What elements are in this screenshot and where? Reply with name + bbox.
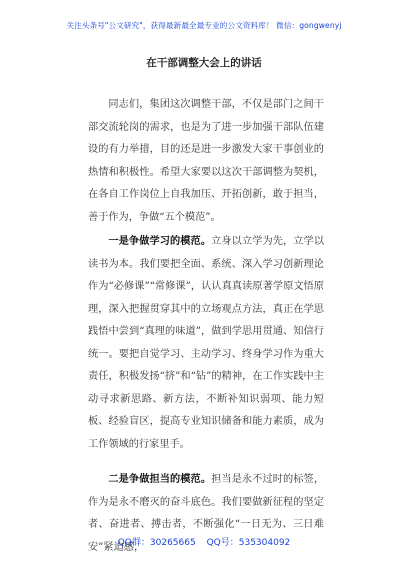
- footer-contact: [0, 535, 408, 548]
- footer-qq: QQ号：535304092: [206, 538, 291, 548]
- paragraph-1-body: 同志们，集团这次调整干部，不仅是部门之间干部交流轮岗的需求，也是为了进一步加强干部队伍建设的有力举措，目的还是进一步激发大家干事创业的热情和积极性。希望大家要以这次干部调整为契机，在各自工作岗位上自我加压、开拓创新，敢于担当，善于作为，争做“五个模范”。: [88, 99, 324, 223]
- paragraph-1-text: [88, 94, 324, 229]
- paragraph-2-body: 立身以立学为先，立学以读书为本。我们要把全面、系统、深入学习创新理论作为“必修课”“常修课”，认认真真读原著学原文悟原理，深入把握贯穿其中的立场观点方法，真正在学思践悟中尝到“真理的味道”，做到学思用贯通、知信行统一。要把自觉学习、主动学习、终身学习作为重大责任，积极发扬“挤”和“钻”的精神，在工作实践中主动寻求新思路、新方法，不断补知识弱项、能力短板、经验盲区，提高专业知识储备和能力素质，成为工作领域的行家里手。: [88, 236, 325, 450]
- paragraph-2-text: [88, 230, 324, 456]
- paragraph-2-lead: 一是争做学习的模范。: [108, 235, 212, 247]
- paragraph-3-body: 担当是永不过时的标签，作为是永不磨灭的奋斗底色。我们要做新征程的坚定者、奋进者、搏击者，不断强化“一日无为、三日难安”紧迫感，: [88, 474, 325, 553]
- header-promo-note: 关注头条号"公文研究"，获得最新最全最专业的公文资料库！ 微信：gongwenyj: [66, 21, 342, 30]
- paragraph-1: [88, 94, 324, 229]
- paragraph-3-lead: 二是争做担当的模范。: [108, 473, 212, 485]
- paragraph-2: [88, 230, 324, 456]
- footer-qq-group: QQ群：30265665: [117, 538, 196, 548]
- document-title: 在干部调整大会上的讲话: [146, 57, 262, 69]
